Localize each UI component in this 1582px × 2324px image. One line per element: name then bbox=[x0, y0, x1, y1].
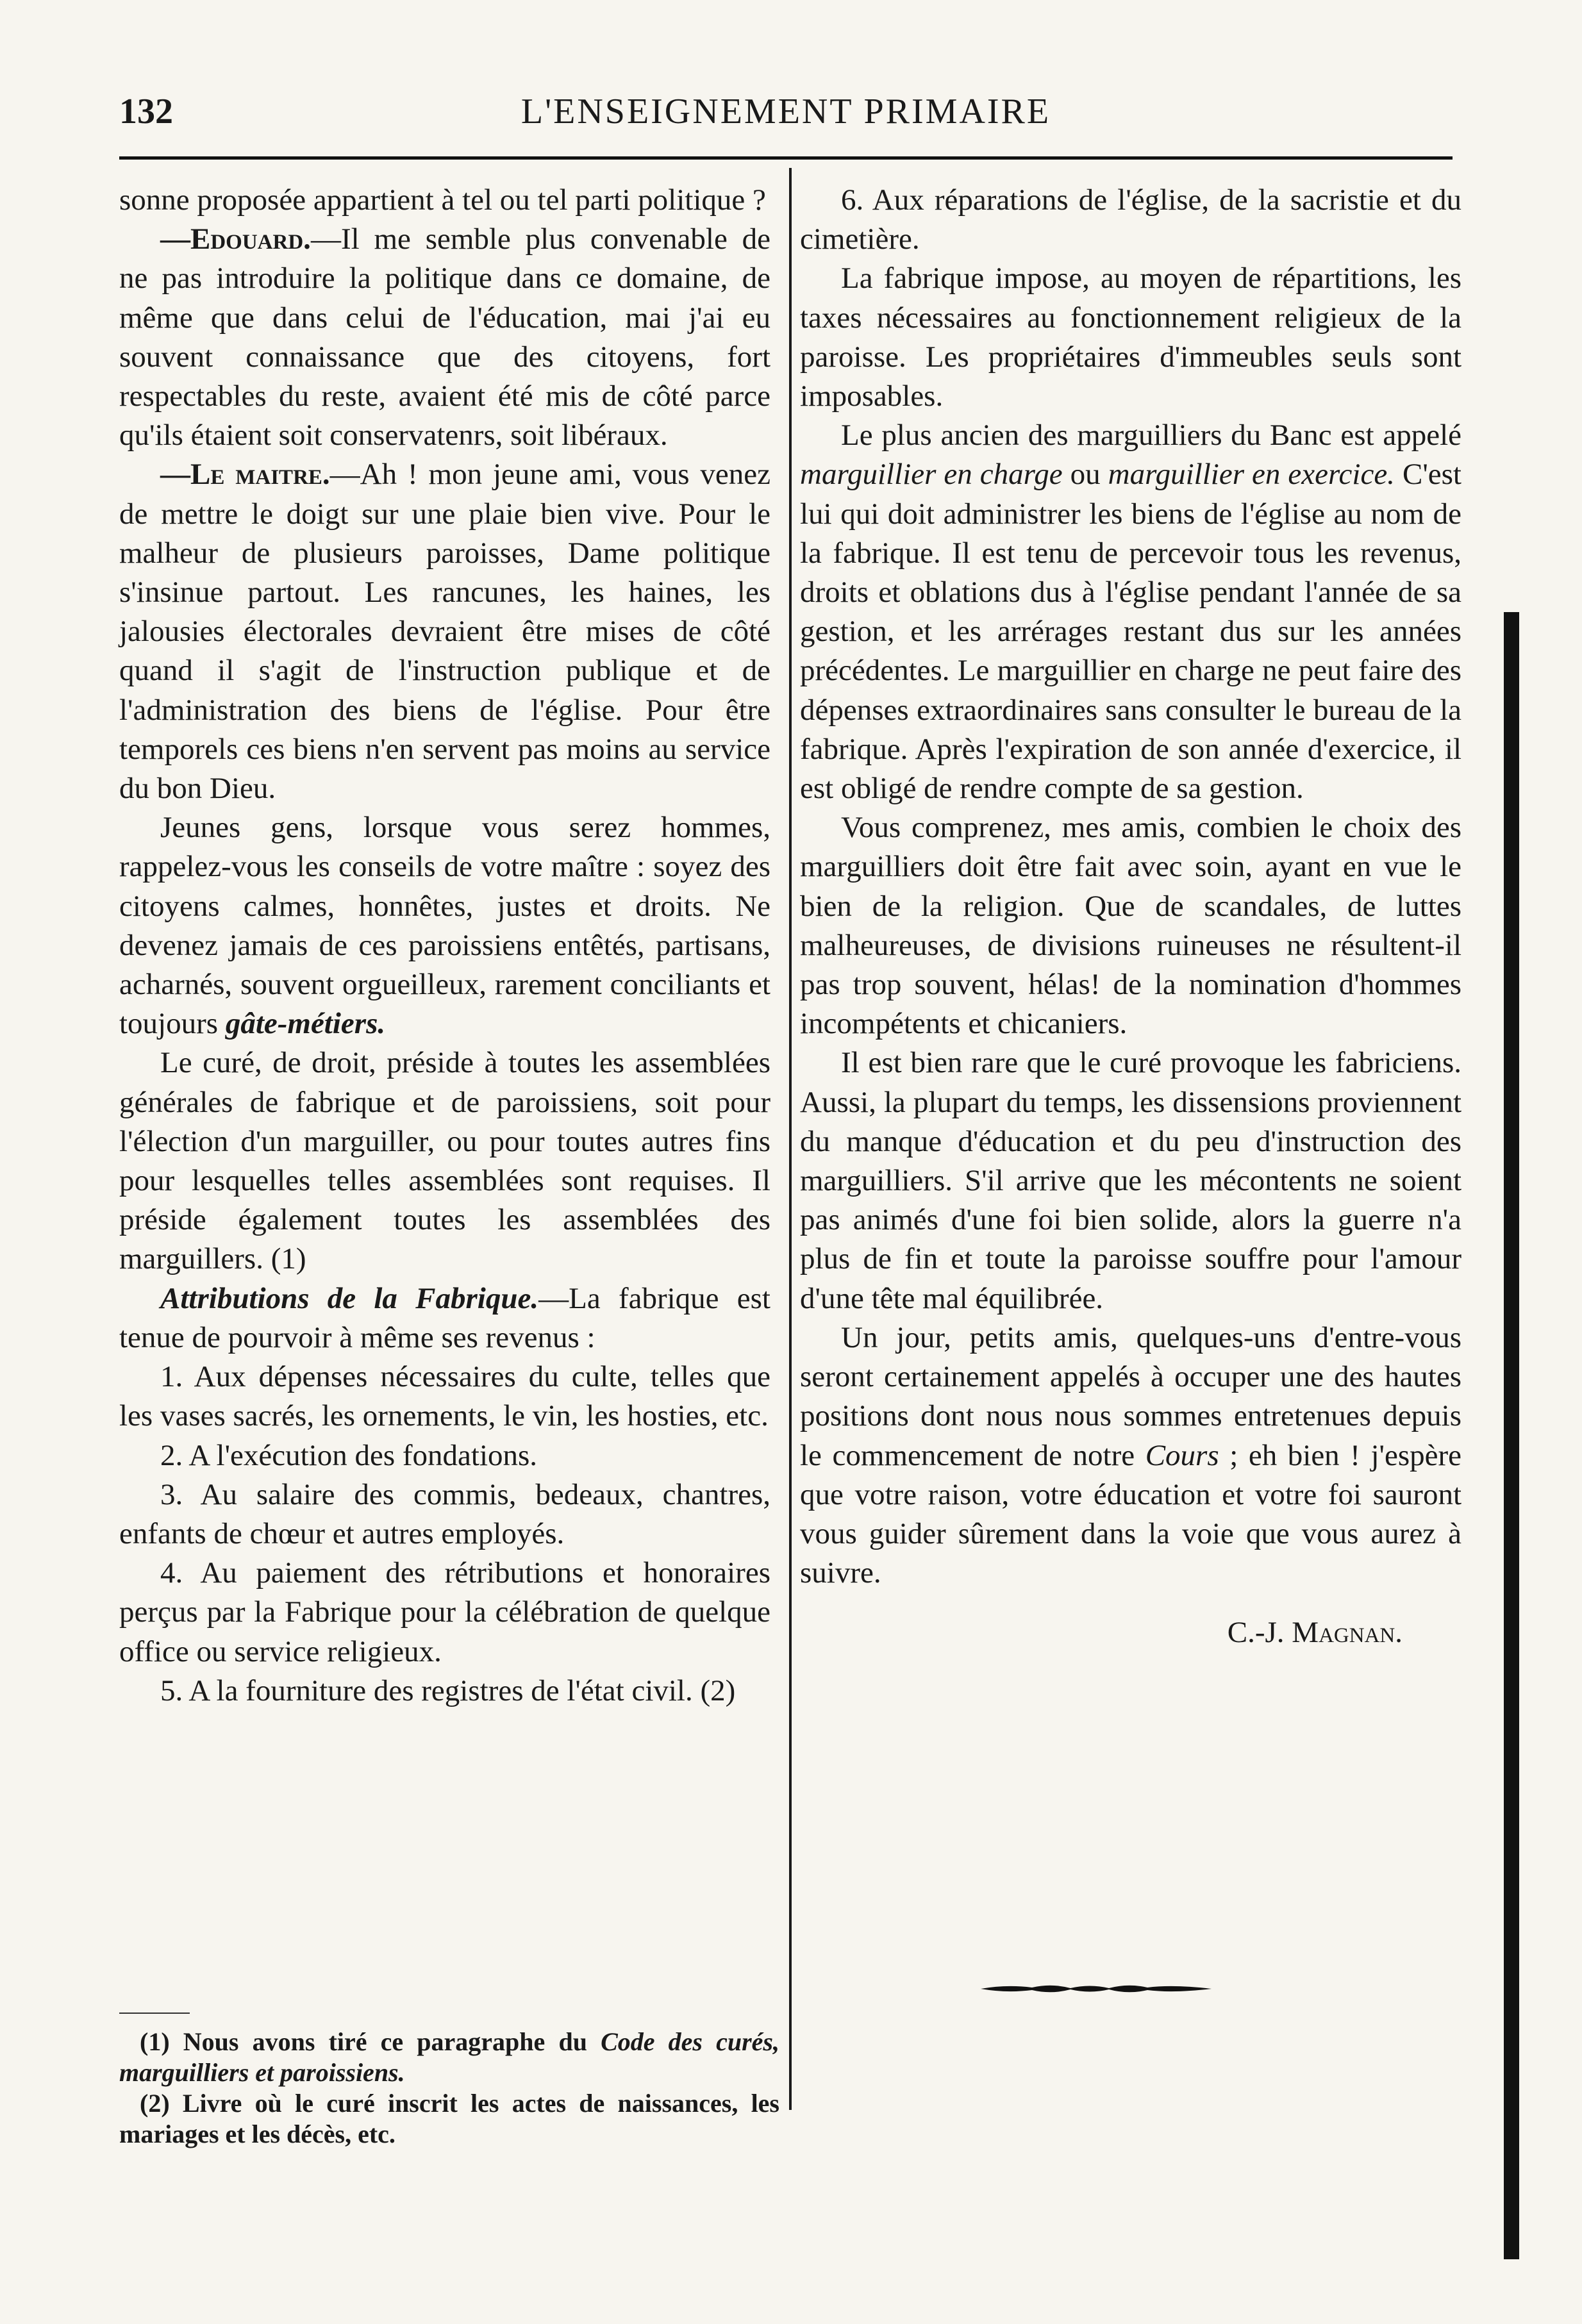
paragraph-text: —La fabrique est tenue de pourvoir à même ses revenus : bbox=[119, 1281, 770, 1354]
footnote: (2) Livre où le curé inscrit les actes de naissances, les mariages et les décès, etc. bbox=[119, 2089, 779, 2148]
running-title: L'ENSEIGNEMENT PRIMAIRE bbox=[520, 92, 1051, 131]
footnote bbox=[119, 2027, 779, 2088]
column-rule bbox=[789, 168, 792, 2110]
footnote-text: (1) Nous avons tiré ce paragraphe du bbox=[140, 2027, 587, 2056]
speaker-name: —Le maitre. bbox=[160, 458, 330, 492]
section-heading: Attributions de la Fabrique. bbox=[160, 1281, 539, 1315]
paragraph-text: Un jour, petits amis, quelques-uns d'entre-vous seront certainement appelés à occuper une des hautes positions dont nous nous sommes entretenues depuis le commencement de notre bbox=[800, 1320, 1461, 1472]
italic-term: gâte-métiers. bbox=[225, 1007, 386, 1041]
speaker-name: —Edouard. bbox=[160, 222, 311, 256]
italic-term: Cours bbox=[1145, 1438, 1219, 1472]
page-number: 132 bbox=[119, 92, 173, 131]
end-ornament bbox=[981, 1982, 1211, 1996]
paragraph-text: —Ah ! mon jeune ami, vous venez de mettre le doigt sur une plaie bien vive. Pour le malheur de plusieurs paroisses, Dame politique s'insinue partout. Les rancunes, les haines, les jalousies électorales devraient être mises de côté quand il s'agit de l'instruction publique et de l'administration des biens de l'église. Pour être temporels ces biens n'en servent pas moins au service du bon Dieu. bbox=[119, 458, 770, 806]
right-column bbox=[800, 181, 1461, 1653]
paragraph bbox=[119, 1279, 770, 1357]
italic-term: marguillier en exercice. bbox=[1108, 458, 1395, 492]
paragraph bbox=[800, 1318, 1461, 1593]
paragraph: Le curé, de droit, préside à toutes les assemblées générales de fabrique et de paroissiens, soit pour l'élection d'un marguiller, ou pour toutes autres fins pour lesquelles telles assemblées sont requises. Il préside également toutes les assemblées des marguillers. (1) bbox=[119, 1046, 770, 1276]
page-header bbox=[119, 82, 1453, 140]
paragraph bbox=[119, 455, 770, 808]
paragraph: Vous comprenez, mes amis, combien le choix des marguilliers doit être fait avec soin, ayant en vue le bien de la religion. Que de scandales, de luttes malheureuses, de divisions ruineuses ne résultent-il pas trop souvent, hélas! de la nomination d'hommes incompétents et chicaniers. bbox=[800, 811, 1461, 1041]
paragraph-text: Le plus ancien des marguilliers du Banc est appelé bbox=[841, 419, 1461, 452]
paragraph-text: ; eh bien ! j'espère que votre raison, votre éducation et votre foi sauront vous guider sûrement dans la voie que vous aurez à suivre. bbox=[800, 1438, 1462, 1590]
paragraph-text: —Il me semble plus convenable de ne pas introduire la politique dans ce domaine, de même que dans celui de l'éducation, mai j'ai eu souvent connaissance que des citoyens, fort respectables du reste, avaient été mis de côté parce qu'ils étaient soit conservatenrs, soit libéraux. bbox=[119, 222, 770, 452]
header-rule bbox=[119, 156, 1453, 160]
author-signature: C.-J. Magnan. bbox=[1227, 1616, 1403, 1650]
italic-term: marguillier en charge bbox=[800, 458, 1063, 492]
paragraph bbox=[119, 220, 770, 455]
footnote-rule bbox=[119, 2013, 190, 2014]
italic-term: Code des curés, marguilliers et paroissiens. bbox=[119, 2027, 779, 2087]
footnotes bbox=[119, 2027, 779, 2150]
list-item: 4. Au paiement des rétributions et honoraires perçus par la Fabrique pour la célébration de quelque office ou service religieux. bbox=[119, 1556, 770, 1668]
paragraph: Il est bien rare que le curé provoque les fabriciens. Aussi, la plupart du temps, les dissensions proviennent du manque d'éducation et du peu d'instruction des marguilliers. S'il arrive que les mécontents ne soient pas animés d'une foi bien solide, alors la guerre n'a plus de fin et toute la paroisse souffre pour l'amour d'une tête mal équilibrée. bbox=[800, 1046, 1461, 1315]
paragraph-text: Jeunes gens, lorsque vous serez hommes, rappelez-vous les conseils de votre maître : soyez des citoyens calmes, honnêtes, justes et droits. Ne devenez jamais de ces paroissiens entêtés, partisans, acharnés, souvent orgueilleux, rarement conciliants et toujours bbox=[119, 811, 770, 1041]
list-item: 1. Aux dépenses nécessaires du culte, telles que les vases sacrés, les ornements, le vin, les hosties, etc. bbox=[119, 1360, 770, 1433]
paragraph-text: C'est lui qui doit administrer les biens de l'église au nom de la fabrique. Il est tenu de percevoir tous les revenus, droits et oblations dus à l'église pendant l'année de sa gestion, et les arrérages restant dus sur les années précédentes. Le marguillier en charge ne peut faire des dépenses extraordinaires sans consulter le bureau de la fabrique. Après l'expiration de son année d'exercice, il est obligé de rendre compte de sa gestion. bbox=[800, 458, 1461, 806]
left-column bbox=[119, 181, 770, 1711]
paragraph: La fabrique impose, au moyen de répartitions, les taxes nécessaires au fonctionnement religieux de la paroisse. Les propriétaires d'immeubles seuls sont imposables. bbox=[800, 261, 1461, 413]
paragraph: sonne proposée appartient à tel ou tel parti politique ? bbox=[119, 183, 766, 217]
list-item: 5. A la fourniture des registres de l'état civil. (2) bbox=[160, 1673, 736, 1707]
page-edge-shadow bbox=[1504, 612, 1519, 2259]
paragraph: 6. Aux réparations de l'église, de la sacristie et du cimetière. bbox=[800, 183, 1461, 256]
paragraph bbox=[800, 416, 1461, 808]
list-item: 2. A l'exécution des fondations. bbox=[160, 1438, 538, 1472]
list-item: 3. Au salaire des commis, bedeaux, chantres, enfants de chœur et autres employés. bbox=[119, 1477, 770, 1550]
paragraph bbox=[119, 808, 770, 1043]
paragraph-text: ou bbox=[1070, 458, 1101, 492]
